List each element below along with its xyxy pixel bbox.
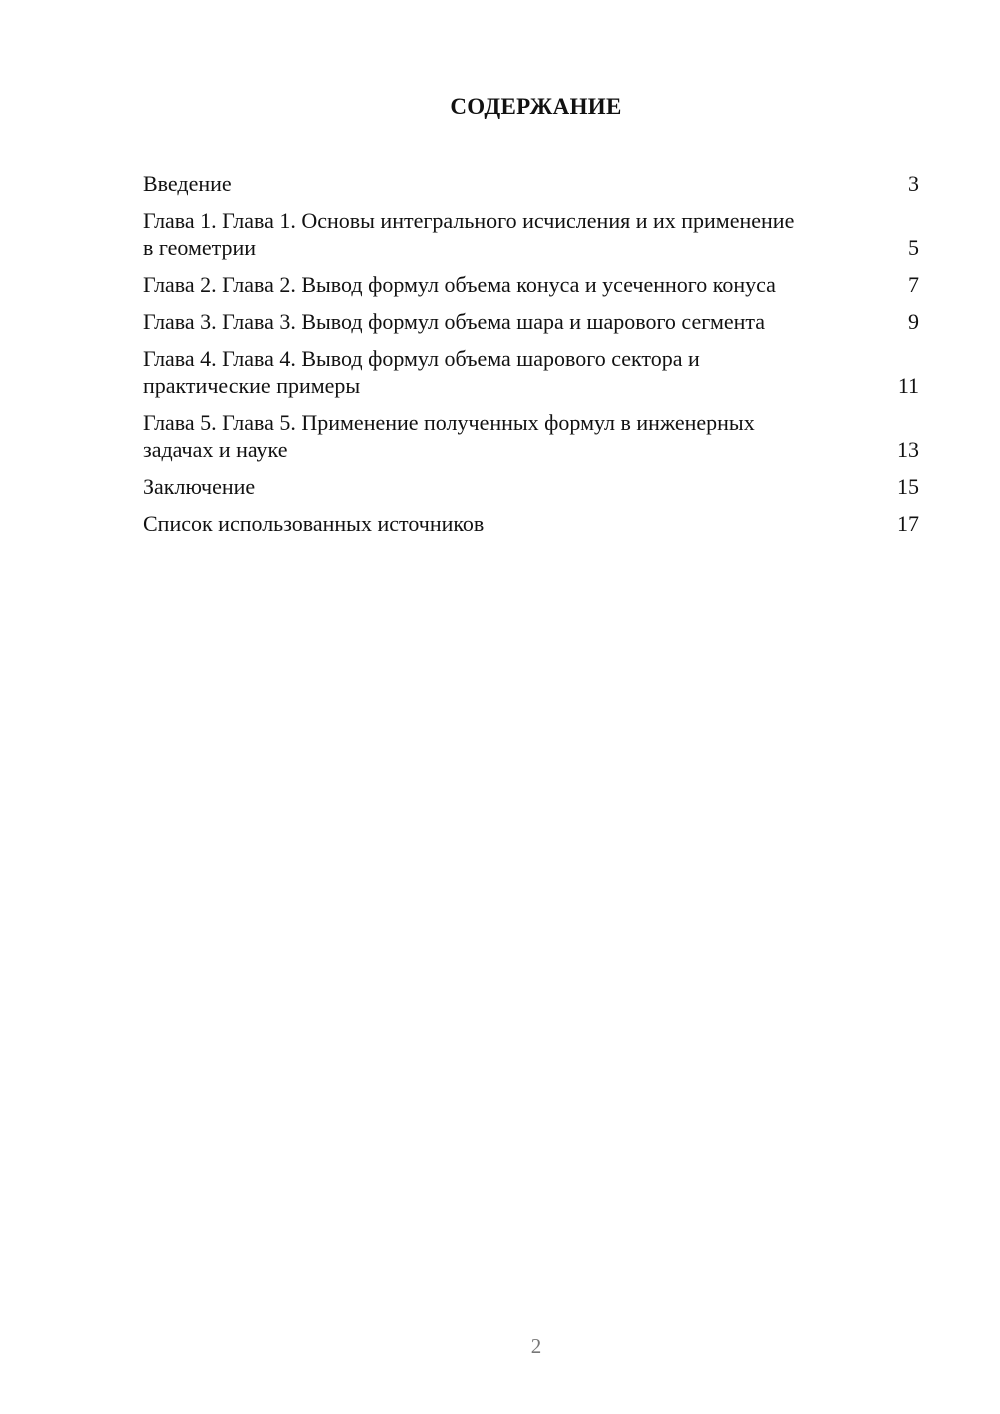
toc-entry-chapter-3[interactable]: [143, 308, 919, 335]
toc-entry-references[interactable]: [143, 510, 919, 537]
toc-entry-chapter-2[interactable]: [143, 271, 919, 298]
toc-entry-page: 7: [908, 272, 919, 297]
toc-entry-page: 15: [897, 474, 919, 499]
toc-entry-page: 11: [897, 373, 919, 398]
toc-entry-text: Глава 4. Глава 4. Вывод формул объема шарового сектора и практические примеры: [143, 346, 700, 398]
toc-entry-text: Глава 3. Глава 3. Вывод формул объема шара и шарового сегмента: [143, 309, 766, 334]
toc-entry-page: 17: [897, 511, 919, 536]
toc-entry-text: Глава 1. Глава 1. Основы интегрального исчисления и их применение в геометрии: [143, 208, 795, 260]
toc-entry-page: 5: [908, 235, 919, 260]
toc-entry-page: 9: [908, 309, 919, 334]
toc-entry-text: Глава 2. Глава 2. Вывод формул объема конуса и усеченного конуса: [143, 272, 776, 297]
table-of-contents: [143, 170, 919, 547]
toc-entry-page: 3: [908, 171, 919, 196]
toc-entry-page: 13: [897, 437, 919, 462]
toc-entry-chapter-4[interactable]: [143, 345, 919, 399]
toc-entry-chapter-5[interactable]: [143, 409, 919, 463]
toc-entry-text: Заключение: [143, 474, 256, 499]
toc-entry-introduction[interactable]: [143, 170, 919, 197]
page-title: СОДЕРЖАНИЕ: [450, 94, 622, 119]
toc-entry-text: Список использованных источников: [143, 511, 485, 536]
toc-entry-text: Введение: [143, 171, 232, 196]
page-number: 2: [530, 1334, 542, 1358]
toc-entry-chapter-1[interactable]: [143, 207, 919, 261]
toc-entry-conclusion[interactable]: [143, 473, 919, 500]
toc-entry-text: Глава 5. Глава 5. Применение полученных формул в инженерных задачах и науке: [143, 410, 755, 462]
